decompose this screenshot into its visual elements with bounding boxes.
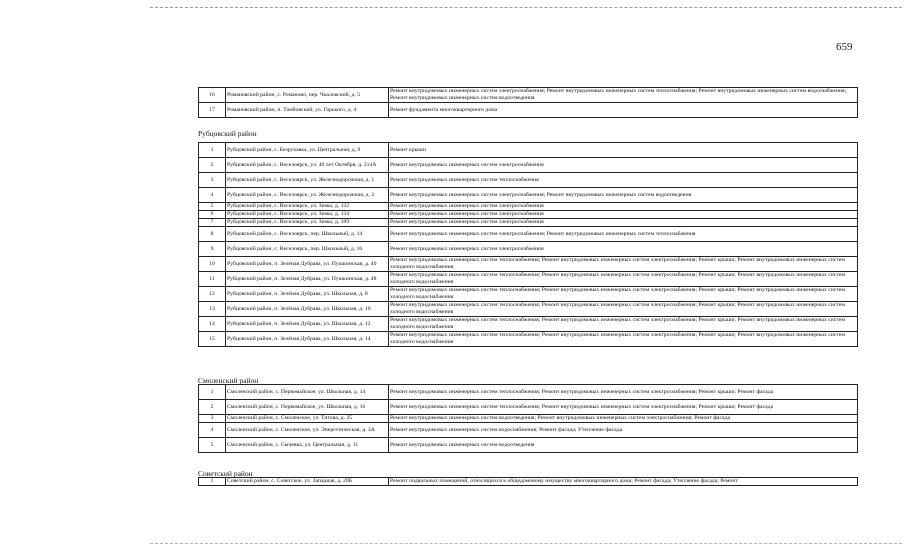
row-works: Ремонт внутридомовых инженерных систем теплоснабжения bbox=[389, 173, 858, 188]
row-number: 8 bbox=[199, 227, 226, 242]
row-works: Ремонт внутридомовых инженерных систем электроснабжения bbox=[389, 203, 858, 211]
table-row bbox=[199, 103, 858, 118]
row-number: 14 bbox=[199, 317, 226, 332]
table-row bbox=[199, 88, 858, 103]
table-row bbox=[199, 173, 858, 188]
row-works: Ремонт крыши bbox=[389, 143, 858, 158]
row-address: Рубцовский район, п. Зелёная Дубрава, ул. Школьная, д. 10 bbox=[226, 302, 389, 317]
row-address: Рубцовский район, с. Безрукавка, ул. Центральная, д. 9 bbox=[226, 143, 389, 158]
row-address: Рубцовский район, п. Зелёная Дубрава, ул. Пушкинская, д. 48 bbox=[226, 272, 389, 287]
section-heading-smolensky: Смоленский район bbox=[198, 376, 259, 385]
row-number: 15 bbox=[199, 332, 226, 347]
table-row bbox=[199, 478, 858, 486]
row-number: 17 bbox=[199, 103, 226, 118]
table-row bbox=[199, 332, 858, 347]
table-row bbox=[199, 317, 858, 332]
row-number: 13 bbox=[199, 302, 226, 317]
row-works: Ремонт внутридомовых инженерных систем электроснабжения; Ремонт внутридомовых инженерных систем водоотведения bbox=[389, 188, 858, 203]
row-address: Советский район, с. Советское, ул. Западная, д. 20Б bbox=[226, 478, 389, 486]
row-works: Ремонт подвальных помещений, относящихся к общедомовому имуществу многоквартирного дома; Ремонт фасада; Утепление фасада; Ремонт bbox=[389, 478, 858, 486]
table-row bbox=[199, 438, 858, 453]
table-row bbox=[199, 211, 858, 219]
repair-table-rubtsovsky bbox=[198, 142, 858, 347]
section-heading-sovetsky: Советский район bbox=[198, 469, 253, 478]
row-works: Ремонт внутридомовых инженерных систем теплоснабжения; Ремонт внутридомовых инженерных систем электроснабжения; Ремонт крыши; Ремонт внутридомовых инженерных систем холодного водоснабжения bbox=[389, 332, 858, 347]
repair-table-smolensky bbox=[198, 384, 858, 453]
row-address: Смоленский район, с. Первомайское, ул. Школьная, д. 14 bbox=[226, 385, 389, 400]
row-address: Смоленский район, с. Смоленское, ул. Титова, д. 25 bbox=[226, 415, 389, 423]
row-works: Ремонт внутридомовых инженерных систем теплоснабжения; Ремонт внутридомовых инженерных систем электроснабжения; Ремонт крыши; Ремонт внутридомовых инженерных систем холодного водоснабжения bbox=[389, 257, 858, 272]
row-number: 11 bbox=[199, 272, 226, 287]
row-number: 16 bbox=[199, 88, 226, 103]
table-row bbox=[199, 272, 858, 287]
row-number: 6 bbox=[199, 211, 226, 219]
row-works: Ремонт внутридомовых инженерных систем водоотведения bbox=[389, 438, 858, 453]
row-works: Ремонт внутридомовых инженерных систем теплоснабжения; Ремонт внутридомовых инженерных систем электроснабжения; Ремонт крыши; Ремонт внутридомовых инженерных систем холодного водоснабжения bbox=[389, 287, 858, 302]
row-number: 4 bbox=[199, 423, 226, 438]
row-address: Смоленский район, с. Сычевка, ул. Центральная, д. 11 bbox=[226, 438, 389, 453]
row-works: Ремонт внутридомовых инженерных систем электроснабжения bbox=[389, 242, 858, 257]
row-number: 1 bbox=[199, 478, 226, 486]
row-address: Рубцовский район, с. Веселоярск, ул. Железнодорожная, д. 2 bbox=[226, 188, 389, 203]
table-row bbox=[199, 143, 858, 158]
row-works: Ремонт фундамента многоквартирного дома bbox=[389, 103, 858, 118]
table-row bbox=[199, 287, 858, 302]
scan-edge-bottom bbox=[150, 543, 902, 544]
row-number: 1 bbox=[199, 143, 226, 158]
row-number: 3 bbox=[199, 173, 226, 188]
table-row bbox=[199, 385, 858, 400]
row-number: 7 bbox=[199, 219, 226, 227]
table-row bbox=[199, 219, 858, 227]
row-works: Ремонт внутридомовых инженерных систем водоотведения; Ремонт внутридомовых инженерных систем электроснабжения; Ремонт фасада bbox=[389, 415, 858, 423]
row-number: 3 bbox=[199, 415, 226, 423]
row-address: Рубцовский район, с. Веселоярск, пер. Школьный, д. 16 bbox=[226, 242, 389, 257]
row-number: 1 bbox=[199, 385, 226, 400]
table-row bbox=[199, 302, 858, 317]
table-row bbox=[199, 242, 858, 257]
row-address: Рубцовский район, с. Веселоярск, ул. Зимы, д. 189 bbox=[226, 219, 389, 227]
row-address: Романовский район, с. Романово, пер. Чкаловский, д. 5 bbox=[226, 88, 389, 103]
table-row bbox=[199, 415, 858, 423]
row-works: Ремонт внутридомовых инженерных систем теплоснабжения; Ремонт внутридомовых инженерных систем электроснабжения; Ремонт крыши; Ремонт внутридомовых инженерных систем холодного водоснабжения bbox=[389, 317, 858, 332]
row-number: 2 bbox=[199, 400, 226, 415]
row-works: Ремонт внутридомовых инженерных систем водоснабжения; Ремонт фасада; Утепление фасада bbox=[389, 423, 858, 438]
table-row bbox=[199, 158, 858, 173]
row-number: 9 bbox=[199, 242, 226, 257]
row-works: Ремонт внутридомовых инженерных систем теплоснабжения; Ремонт внутридомовых инженерных систем электроснабжения; Ремонт крыши; Ремонт фасада bbox=[389, 385, 858, 400]
row-address: Рубцовский район, п. Зелёная Дубрава, ул. Школьная, д. 8 bbox=[226, 287, 389, 302]
repair-table-romanovsky bbox=[198, 87, 858, 118]
row-number: 12 bbox=[199, 287, 226, 302]
table-row bbox=[199, 227, 858, 242]
section-heading-rubtsovsky: Рубцовский район bbox=[198, 129, 257, 138]
row-number: 2 bbox=[199, 158, 226, 173]
row-works: Ремонт внутридомовых инженерных систем электроснабжения; Ремонт внутридомовых инженерных систем теплоснабжения; Ремонт внутридомовых инженерных систем водоснабжения; Ремонт внутридомовых инженерных систем водоотведения bbox=[389, 88, 858, 103]
row-number: 4 bbox=[199, 188, 226, 203]
table-row bbox=[199, 257, 858, 272]
row-works: Ремонт внутридомовых инженерных систем электроснабжения bbox=[389, 158, 858, 173]
row-address: Романовский район, п. Тамбовский, ул. Горького, д. 4 bbox=[226, 103, 389, 118]
scan-edge-top bbox=[150, 7, 902, 8]
row-works: Ремонт внутридомовых инженерных систем электроснабжения bbox=[389, 211, 858, 219]
row-works: Ремонт внутридомовых инженерных систем электроснабжения bbox=[389, 219, 858, 227]
row-address: Рубцовский район, п. Зелёная Дубрава, ул. Школьная, д. 12 bbox=[226, 317, 389, 332]
row-address: Смоленский район, с. Первомайское, ул. Школьная, д. 16 bbox=[226, 400, 389, 415]
table-row bbox=[199, 188, 858, 203]
repair-table-sovetsky bbox=[198, 477, 858, 486]
table-row bbox=[199, 400, 858, 415]
row-number: 10 bbox=[199, 257, 226, 272]
row-works: Ремонт внутридомовых инженерных систем теплоснабжения; Ремонт внутридомовых инженерных систем электроснабжения; Ремонт крыши; Ремонт внутридомовых инженерных систем холодного водоснабжения bbox=[389, 272, 858, 287]
row-address: Рубцовский район, с. Веселоярск, пер. Школьный, д. 14 bbox=[226, 227, 389, 242]
row-address: Смоленский район, с. Смоленское, ул. Энергетическая, д. 3А bbox=[226, 423, 389, 438]
row-address: Рубцовский район, с. Веселоярск, ул. Зимы, д. 132 bbox=[226, 203, 389, 211]
row-address: Рубцовский район, п. Зелёная Дубрава, ул. Школьная, д. 14 bbox=[226, 332, 389, 347]
row-works: Ремонт внутридомовых инженерных систем теплоснабжения; Ремонт внутридомовых инженерных систем электроснабжения; Ремонт крыши; Ремонт внутридомовых инженерных систем холодного водоснабжения bbox=[389, 302, 858, 317]
row-number: 5 bbox=[199, 203, 226, 211]
page-number: 659 bbox=[836, 41, 853, 53]
table-row bbox=[199, 423, 858, 438]
row-works: Ремонт внутридомовых инженерных систем теплоснабжения; Ремонт внутридомовых инженерных систем электроснабжения; Ремонт крыши; Ремонт фасада bbox=[389, 400, 858, 415]
row-address: Рубцовский район, с. Веселоярск, ул. Железнодорожная, д. 1 bbox=[226, 173, 389, 188]
row-works: Ремонт внутридомовых инженерных систем электроснабжения; Ремонт внутридомовых инженерных систем теплоснабжения bbox=[389, 227, 858, 242]
row-address: Рубцовский район, с. Веселоярск, ул. 40 лет Октября, д. 214А bbox=[226, 158, 389, 173]
table-row bbox=[199, 203, 858, 211]
row-number: 5 bbox=[199, 438, 226, 453]
row-address: Рубцовский район, п. Зелёная Дубрава, ул. Пушкинская, д. 40 bbox=[226, 257, 389, 272]
row-address: Рубцовский район, с. Веселоярск, ул. Зимы, д. 134 bbox=[226, 211, 389, 219]
